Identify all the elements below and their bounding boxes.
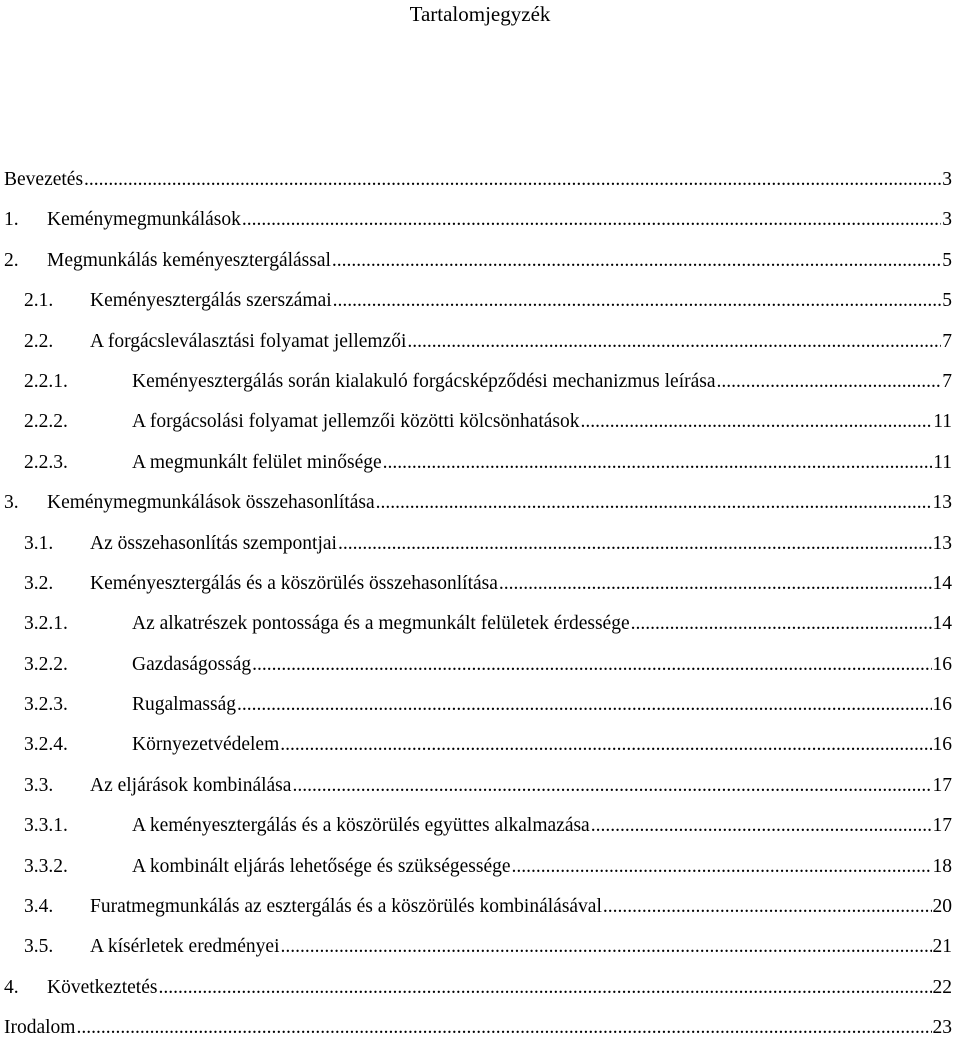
toc-entry-title: A forgácsolási folyamat jellemzői közötti kölcsönhatások bbox=[132, 411, 580, 433]
toc-entry-3-2[interactable] bbox=[0, 572, 960, 612]
toc-entry-2-1[interactable] bbox=[0, 289, 960, 329]
toc-entry-title: Keménymegmunkálások összehasonlítása bbox=[47, 492, 375, 514]
toc-entry-number: 2.2.3. bbox=[24, 451, 68, 473]
toc-entry-title: Keménymegmunkálások bbox=[47, 209, 241, 231]
toc-entry-page: 20 bbox=[932, 896, 952, 918]
toc-entry-page: 17 bbox=[932, 774, 952, 796]
toc-entry-number: 2.1. bbox=[24, 290, 54, 312]
toc-entry-3-3[interactable] bbox=[0, 774, 960, 814]
toc-entry-2-2-1[interactable] bbox=[0, 370, 960, 410]
toc-dot-leader bbox=[84, 168, 941, 192]
toc-entry-page: 7 bbox=[942, 370, 952, 392]
toc-entry-title: Az összehasonlítás szempontjai bbox=[90, 532, 337, 554]
toc-dot-leader bbox=[242, 208, 941, 232]
toc-entry-number: 2. bbox=[4, 249, 19, 271]
toc-dot-leader bbox=[499, 572, 932, 596]
toc-entry-title: Keményesztergálás és a köszörülés összehasonlítása bbox=[90, 572, 498, 594]
toc-entry-page: 16 bbox=[932, 653, 952, 675]
toc-entry-title: Következtetés bbox=[47, 976, 158, 998]
toc-entry-3-5[interactable] bbox=[0, 935, 960, 975]
toc-entry-title: Bevezetés bbox=[4, 169, 84, 190]
toc-dot-leader bbox=[376, 491, 932, 515]
toc-dot-leader bbox=[332, 249, 941, 273]
toc-entry-number: 3.5. bbox=[24, 936, 54, 958]
toc-entry-title: Furatmegmunkálás az esztergálás és a köszörülés kombinálásával bbox=[90, 896, 602, 918]
toc-dot-leader bbox=[717, 370, 942, 394]
toc-dot-leader bbox=[591, 814, 932, 838]
toc-entry-number: 3.2.3. bbox=[24, 694, 68, 716]
toc-entry-number: 3.2.1. bbox=[24, 613, 68, 635]
toc-entry-title: A kombinált eljárás lehetősége és szükségessége bbox=[132, 855, 511, 877]
toc-entry-number: 2.2. bbox=[24, 330, 54, 352]
toc-entry-page: 16 bbox=[932, 694, 952, 716]
toc-entry-page: 21 bbox=[932, 936, 952, 958]
toc-dot-leader bbox=[280, 733, 931, 757]
toc-entry-3-2-4[interactable] bbox=[0, 733, 960, 773]
toc-entry-page: 23 bbox=[932, 1017, 952, 1039]
toc-entry-page: 13 bbox=[932, 532, 952, 554]
toc-entry-title: Rugalmasság bbox=[132, 694, 236, 716]
toc-entry-3-2-3[interactable] bbox=[0, 693, 960, 733]
toc-entry-page: 17 bbox=[932, 815, 952, 837]
toc-entry-page: 5 bbox=[942, 249, 952, 271]
toc-entry-page: 11 bbox=[933, 411, 952, 433]
toc-entry-title: Az alkatrészek pontossága és a megmunkált felületek érdessége bbox=[132, 613, 630, 635]
toc-entry-number: 3.3. bbox=[24, 774, 54, 796]
toc-entry-1[interactable] bbox=[0, 208, 960, 248]
toc-entry-title: Környezetvédelem bbox=[132, 734, 280, 756]
toc-dot-leader bbox=[281, 935, 932, 959]
toc-entry-page: 3 bbox=[942, 209, 952, 231]
toc-dot-leader bbox=[383, 451, 933, 475]
toc-entry-number: 2.2.1. bbox=[24, 370, 68, 392]
toc-entry-2-2[interactable] bbox=[0, 330, 960, 370]
toc-dot-leader bbox=[158, 976, 931, 1000]
toc-entry-page: 7 bbox=[942, 330, 952, 352]
toc-dot-leader bbox=[631, 612, 932, 636]
toc-entry-2[interactable] bbox=[0, 249, 960, 289]
toc-entry-bevezetes[interactable] bbox=[0, 168, 960, 208]
toc-entry-number: 3.1. bbox=[24, 532, 54, 554]
toc-entry-number: 3.4. bbox=[24, 896, 54, 918]
toc-entry-3-1[interactable] bbox=[0, 532, 960, 572]
toc-entry-page: 13 bbox=[932, 492, 952, 514]
toc-dot-leader bbox=[407, 330, 941, 354]
table-of-contents bbox=[0, 168, 960, 1057]
toc-entry-title: Keményesztergálás során kialakuló forgácsképződési mechanizmus leírása bbox=[132, 370, 716, 392]
toc-entry-page: 5 bbox=[942, 290, 952, 312]
toc-entry-page: 11 bbox=[933, 451, 952, 473]
toc-entry-3-2-1[interactable] bbox=[0, 612, 960, 652]
toc-entry-number: 1. bbox=[4, 209, 19, 231]
toc-dot-leader bbox=[333, 289, 942, 313]
toc-entry-page: 18 bbox=[932, 855, 952, 877]
toc-entry-3-3-1[interactable] bbox=[0, 814, 960, 854]
toc-entry-3-2-2[interactable] bbox=[0, 653, 960, 693]
toc-entry-3[interactable] bbox=[0, 491, 960, 531]
toc-entry-number: 3.2.4. bbox=[24, 734, 68, 756]
toc-entry-page: 14 bbox=[932, 613, 952, 635]
toc-entry-title: A keményesztergálás és a köszörülés együttes alkalmazása bbox=[132, 815, 590, 837]
toc-entry-number: 3. bbox=[4, 492, 19, 514]
toc-entry-number: 3.2.2. bbox=[24, 653, 68, 675]
toc-entry-page: 14 bbox=[932, 572, 952, 594]
toc-entry-number: 3.3.2. bbox=[24, 855, 68, 877]
toc-entry-title: A kísérletek eredményei bbox=[90, 936, 280, 958]
toc-entry-title: A forgácsleválasztási folyamat jellemzői bbox=[90, 330, 407, 352]
page-title: Tartalomjegyzék bbox=[409, 2, 551, 26]
toc-entry-number: 4. bbox=[4, 976, 19, 998]
toc-entry-page: 22 bbox=[932, 976, 952, 998]
toc-entry-number: 3.3.1. bbox=[24, 815, 68, 837]
toc-entry-title: Megmunkálás keményesztergálással bbox=[47, 249, 331, 271]
toc-entry-3-3-2[interactable] bbox=[0, 855, 960, 895]
toc-dot-leader bbox=[237, 693, 932, 717]
toc-entry-title: Gazdaságosság bbox=[132, 653, 252, 675]
toc-dot-leader bbox=[581, 410, 933, 434]
toc-dot-leader bbox=[338, 532, 932, 556]
toc-entry-page: 16 bbox=[932, 734, 952, 756]
toc-entry-4[interactable] bbox=[0, 976, 960, 1016]
toc-entry-2-2-3[interactable] bbox=[0, 451, 960, 491]
toc-entry-title: A megmunkált felület minősége bbox=[132, 451, 382, 473]
toc-entry-title: Irodalom bbox=[4, 1017, 76, 1039]
toc-dot-leader bbox=[76, 1016, 931, 1040]
toc-entry-number: 3.2. bbox=[24, 572, 54, 594]
toc-entry-number: 2.2.2. bbox=[24, 411, 68, 433]
toc-dot-leader bbox=[292, 774, 931, 798]
toc-dot-leader bbox=[252, 653, 931, 677]
toc-entry-title: Keményesztergálás szerszámai bbox=[90, 290, 332, 312]
toc-dot-leader bbox=[603, 895, 932, 919]
toc-entry-title: Az eljárások kombinálása bbox=[90, 774, 292, 796]
toc-entry-3-4[interactable] bbox=[0, 895, 960, 935]
toc-dot-leader bbox=[512, 855, 932, 879]
toc-entry-2-2-2[interactable] bbox=[0, 410, 960, 450]
toc-entry-page: 3 bbox=[942, 169, 952, 190]
